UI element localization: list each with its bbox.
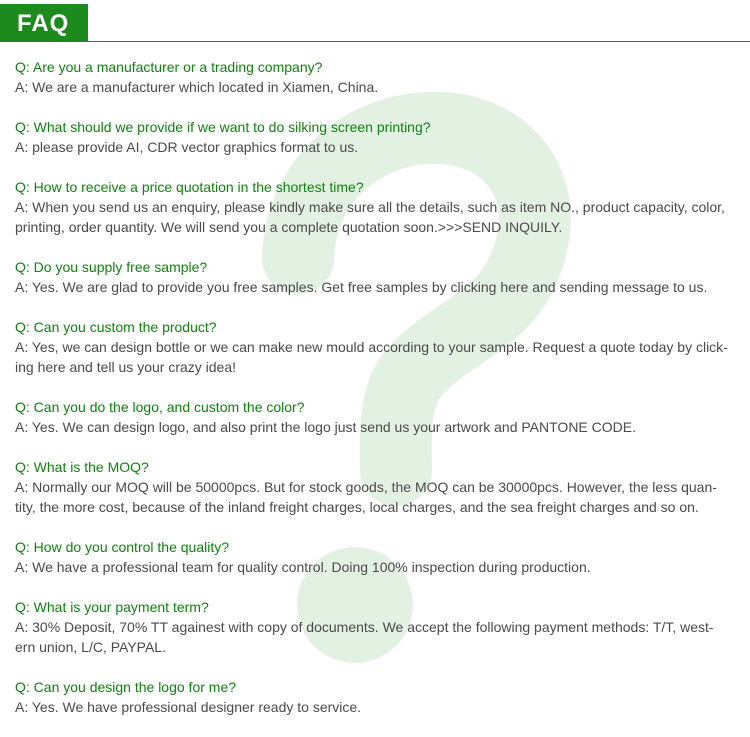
faq-question: Q: Are you a manufacturer or a trading company? (15, 59, 323, 75)
faq-question: Q: Can you custom the product? (15, 319, 217, 335)
faq-answer (15, 277, 735, 297)
faq-answer-line: A: When you send us an enquiry, please kindly make sure all the details, such as item NO., product capacity, color, (15, 199, 725, 215)
faq-question: Q: How do you control the quality? (15, 539, 230, 555)
faq-item (15, 117, 735, 157)
faq-question: Q: How to receive a price quotation in the shortest time? (15, 179, 364, 195)
faq-item (15, 257, 735, 297)
faq-answer (15, 557, 735, 577)
faq-answer-line: A: 30% Deposit, 70% TT againest with copy of documents. We accept the following payment methods: T/T, west- (15, 619, 714, 635)
faq-answer-line: A: Yes. We have professional designer ready to service. (15, 699, 362, 715)
faq-item (15, 597, 735, 657)
faq-answer (15, 77, 735, 97)
faq-item (15, 177, 735, 237)
faq-answer (15, 197, 735, 237)
faq-question: Q: What is the MOQ? (15, 459, 149, 475)
faq-answer (15, 417, 735, 437)
faq-answer (15, 617, 735, 657)
faq-answer-line: ern union, L/C, PAYPAL. (15, 639, 166, 655)
faq-answer-line: A: Yes. We can design logo, and also print the logo just send us your artwork and PANTONE CODE. (15, 419, 636, 435)
faq-answer-line: ing here and tell us your crazy idea! (15, 359, 237, 375)
faq-answer-line: A: Yes, we can design bottle or we can make new mould according to your sample. Request a quote today by click- (15, 339, 728, 355)
faq-answer-line: printing, order quantity. We will send you a complete quotation soon.>>>SEND INQUILY. (15, 219, 563, 235)
faq-item (15, 397, 735, 437)
faq-question: Q: What is your payment term? (15, 599, 209, 615)
faq-question: Q: Can you design the logo for me? (15, 679, 237, 695)
faq-list (15, 57, 735, 737)
faq-answer (15, 337, 735, 377)
faq-answer-line: A: Normally our MOQ will be 50000pcs. But for stock goods, the MOQ can be 30000pcs. However, the less quan- (15, 479, 717, 495)
faq-question: Q: What should we provide if we want to do silking screen printing? (15, 119, 431, 135)
faq-item (15, 57, 735, 97)
faq-question: Q: Can you do the logo, and custom the color? (15, 399, 305, 415)
faq-item (15, 317, 735, 377)
faq-answer (15, 697, 735, 717)
faq-answer-line: A: please provide AI, CDR vector graphics format to us. (15, 139, 359, 155)
page-title: FAQ (17, 10, 70, 37)
faq-answer-line: A: We are a manufacturer which located in Xiamen, China. (15, 79, 379, 95)
faq-answer-line: tity, the more cost, because of the inland freight charges, local charges, and the sea freight charges and so on. (15, 499, 699, 515)
faq-answer (15, 477, 735, 517)
faq-answer-line: A: Yes. We are glad to provide you free samples. Get free samples by clicking here and sending message to us. (15, 279, 708, 295)
faq-item (15, 677, 735, 717)
faq-answer (15, 137, 735, 157)
faq-item (15, 537, 735, 577)
faq-answer-line: A: We have a professional team for quality control. Doing 100% inspection during production. (15, 559, 591, 575)
faq-question: Q: Do you supply free sample? (15, 259, 208, 275)
faq-item (15, 457, 735, 517)
